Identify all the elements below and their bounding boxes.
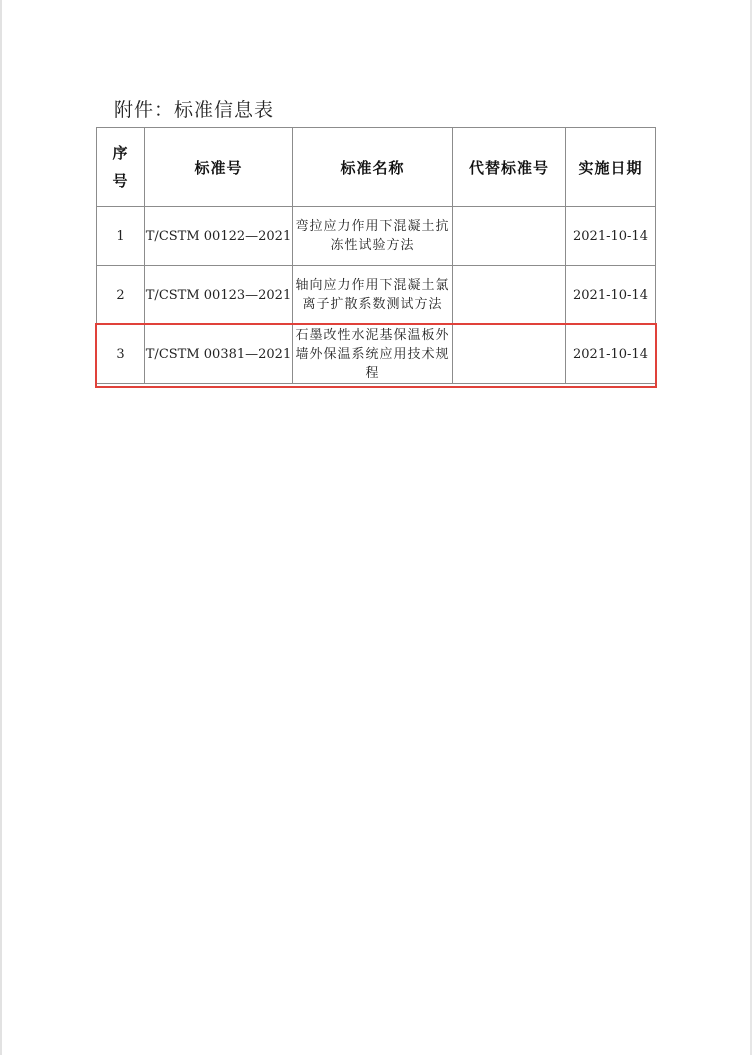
row-name: 轴向应力作用下混凝土氯离子扩散系数测试方法	[293, 266, 453, 325]
header-seq	[97, 128, 145, 207]
table-row	[97, 266, 656, 325]
row-name: 石墨改性水泥基保温板外墙外保温系统应用技术规程	[293, 325, 453, 384]
header-replaces: 代替标准号	[453, 128, 566, 207]
table-header-row	[97, 128, 656, 207]
row-code: T/CSTM 00381—2021	[145, 325, 293, 384]
page-edge-left	[0, 0, 2, 1055]
table-row	[97, 325, 656, 384]
standards-table	[96, 127, 656, 384]
row-replaces	[453, 325, 566, 384]
row-name: 弯拉应力作用下混凝土抗冻性试验方法	[293, 207, 453, 266]
row-replaces	[453, 266, 566, 325]
row-seq: 2	[97, 266, 145, 325]
row-date: 2021-10-14	[566, 325, 656, 384]
row-seq: 3	[97, 325, 145, 384]
row-date: 2021-10-14	[566, 266, 656, 325]
row-code: T/CSTM 00122—2021	[145, 207, 293, 266]
header-seq-char-2: 号	[112, 172, 129, 190]
row-date: 2021-10-14	[566, 207, 656, 266]
row-code: T/CSTM 00123—2021	[145, 266, 293, 325]
header-date: 实施日期	[566, 128, 656, 207]
header-seq-char-1: 序	[112, 144, 129, 162]
table-row	[97, 207, 656, 266]
header-name: 标准名称	[293, 128, 453, 207]
header-code: 标准号	[145, 128, 293, 207]
page-title: 附件：标准信息表	[114, 99, 275, 121]
row-replaces	[453, 207, 566, 266]
row-seq: 1	[97, 207, 145, 266]
